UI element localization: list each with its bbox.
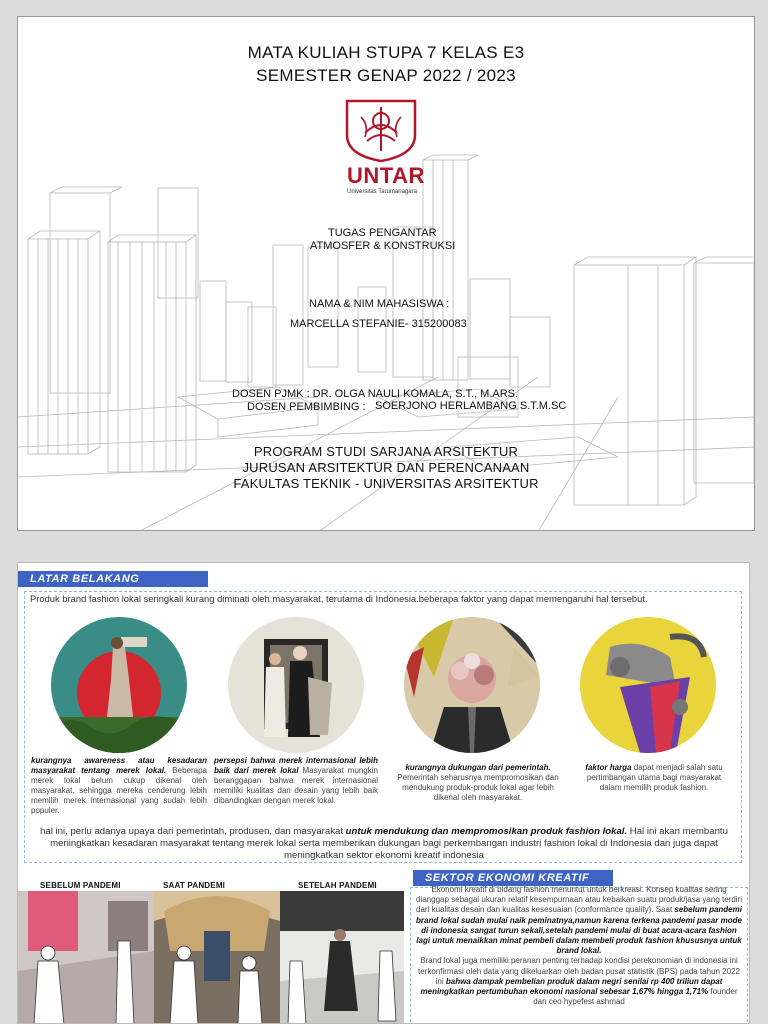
factor-awareness-title: kurangnya awareness atau kesadaran masyarakat tentang merek lokal. bbox=[31, 756, 207, 775]
cover-page bbox=[17, 16, 755, 531]
factor-awareness-caption bbox=[31, 756, 207, 816]
course-title: MATA KULIAH STUPA 7 KELAS E3 bbox=[247, 43, 525, 62]
photo-before-pandemic bbox=[18, 891, 154, 1024]
untar-logo bbox=[345, 97, 495, 207]
factor-perception-title: persepsi bahwa merek internasional lebih baik dari merek lokal bbox=[214, 756, 378, 775]
price-illustration bbox=[580, 617, 716, 753]
label-during-pandemic: SAAT PANDEMI bbox=[163, 881, 226, 890]
awareness-illustration bbox=[51, 617, 187, 753]
factor-price-caption bbox=[576, 763, 732, 793]
lecturer-pjmk: DOSEN PJMK : DR. OLGA NAULI KOMALA, S.T., M.ARS. bbox=[232, 388, 519, 400]
ekonomi-kreatif-text bbox=[414, 885, 744, 1007]
logo-wordmark: UNTAR bbox=[347, 163, 425, 188]
perception-illustration bbox=[228, 617, 364, 753]
conclusion-text bbox=[28, 826, 740, 862]
label-after-pandemic: SETELAH PANDEMI bbox=[298, 881, 377, 890]
photo-during-pandemic bbox=[154, 891, 280, 1024]
poster-page bbox=[17, 562, 750, 1024]
program-line-1: PROGRAM STUDI SARJANA ARSITEKTUR bbox=[253, 444, 519, 459]
kreatif-p2-intro: Brand lokal juga memiliki peranan penting terhadap kondisi perekonomian di indonesia ini terkonfirmasi oleh data yang dikeluarkan oleh badan pusat statistik (BPS) pada tahun 2022 ini bbox=[418, 956, 740, 986]
factor-awareness-text: Beberapa merek lokal belum cukup dikenal oleh masyarakat, sehingga mereka cenderung lebih memilih merek internasional yang sudah lebih populer. bbox=[31, 766, 207, 815]
student-label: NAMA & NIM MAHASISWA : bbox=[309, 298, 450, 310]
student-value: MARCELLA STEFANIE- 315200083 bbox=[290, 318, 467, 330]
label-before-pandemic: SEBELUM PANDEMI bbox=[40, 881, 121, 890]
untar-emblem-icon bbox=[345, 97, 495, 163]
kreatif-p1-intro: Ekonomi kreatif di bidang fashion menuntut untuk berkreasi. Konsep kualitas sering dianggap sebagai ukuran relatif kesempurnaan atau kebaikan suatu produk/jasa yang terdiri dari kualitas desain dan kualitas kesesuaian (conformance quality). Saat bbox=[416, 885, 742, 915]
kreatif-p1-emphasis: sebelum pandemi brand lokal sudah mulai naik peminatnya,namun karena terkena pandemi pasar mode di indonesia sangat turun sekali,setelah pandemi mulai di buat acara-acara fashion lagi untuk menaikkan minat pembeli dalam membeli produk fashion khususnya untuk brand lokal. bbox=[416, 905, 742, 956]
task-title: TUGAS PENGANTAR bbox=[328, 227, 437, 239]
photo-after-pandemic bbox=[280, 891, 404, 1024]
logo-subtitle: Universitas Tarumanagara bbox=[347, 189, 417, 195]
semester-title: SEMESTER GENAP 2022 / 2023 bbox=[256, 66, 516, 85]
lecturer-advisor-value: SOERJONO HERLAMBANG S.T.M.SC bbox=[375, 400, 567, 412]
factor-perception-text: Masyarakat mungkin beranggapan bahwa merek internasional memiliki kualitas dan desain yang lebih baik dibandingkan dengan merek lokal. bbox=[214, 766, 379, 805]
factor-price-text: dapat menjadi salah satu pertimbangan utama bagi masyarakat dalam memilih produk fashion. bbox=[586, 763, 723, 792]
program-line-2: JURUSAN ARSITEKTUR DAN PERENCANAAN bbox=[242, 460, 530, 475]
conclusion-emphasis: untuk mendukung dan mempromosikan produk fashion lokal. bbox=[345, 826, 628, 837]
section-latar-belakang: LATAR BELAKANG bbox=[18, 571, 208, 587]
intro-text: Produk brand fashion lokal seringkali kurang diminati oleh masyarakat, terutama di Indonesia.beberapa faktor yang dapat memengaruhi hal tersebut. bbox=[30, 593, 648, 604]
section-ekonomi-kreatif: SEKTOR EKONOMI KREATIF bbox=[413, 870, 613, 886]
factor-price-title: faktor harga bbox=[585, 763, 632, 772]
kreatif-p2-end: founder dan ceo hypefest ashmad bbox=[533, 987, 738, 1007]
conclusion-part-c: Hal ini akan membantu meningkatkan kesadaran masyarakat tentang merek lokal serta memberikan dukungan bagi perkembangan industri fashion lokal di Indonesia dan juga dapat meningkatkan sektor ekonomi kreatif indonesia bbox=[50, 826, 728, 861]
task-subtitle: ATMOSFER & KONSTRUKSI bbox=[310, 240, 456, 252]
government-illustration bbox=[404, 617, 540, 753]
factor-government-caption bbox=[392, 763, 564, 803]
program-line-3: FAKULTAS TEKNIK - UNIVERSITAS ARSITEKTUR bbox=[233, 476, 539, 491]
factor-government-title: kurangnya dukungan dari pemerintah. bbox=[405, 763, 551, 772]
factor-perception-caption bbox=[214, 756, 378, 806]
conclusion-part-a: hal ini, perlu adanya upaya dari pemerintah, produsen, dan masyarakat bbox=[40, 826, 346, 837]
kreatif-p2-emphasis: bahwa dampak pembelian produk dalam negri senilai rp 400 triliun dapat meningkatkan pertumbuhan ekonomi nasional sebesar 1,67% hingga 1,71% bbox=[420, 976, 723, 997]
lecturer-advisor-label: DOSEN PEMBIMBING : bbox=[247, 401, 366, 413]
factor-government-text: Pemerintah seharusnya mempromosikan dan mendukung produk-produk lokal agar lebih dikenal oleh masyarakat. bbox=[397, 773, 559, 802]
